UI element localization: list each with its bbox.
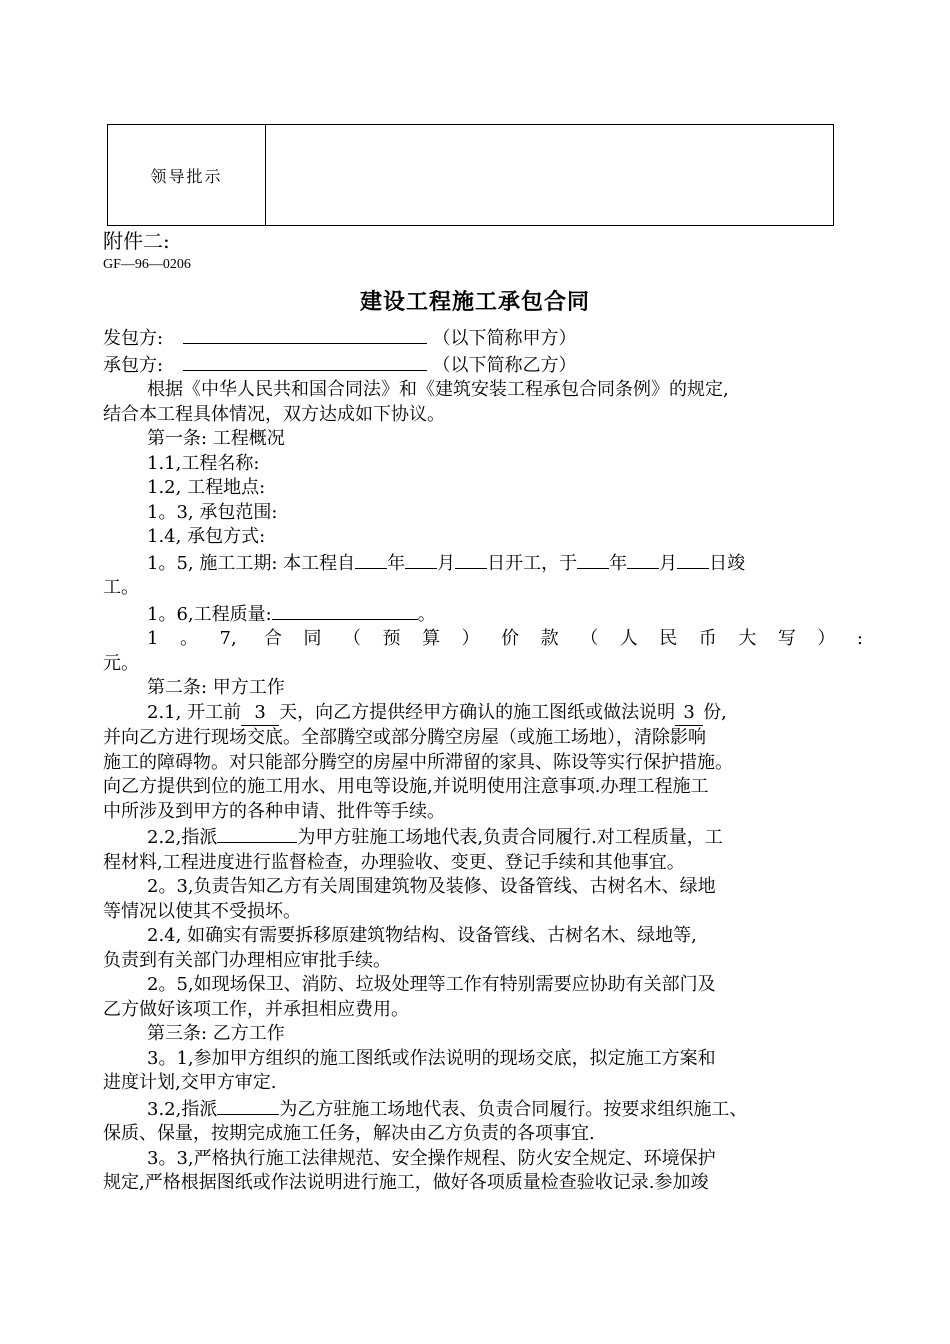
start-month-blank[interactable] — [405, 550, 437, 569]
clause-1-6-end: 。 — [417, 603, 436, 625]
clause-3-1: 3。1,参加甲方组织的施工图纸或作法说明的现场交底，拟定施工方案和 — [147, 1047, 716, 1069]
clause-1-5-text-g: 日竣 — [709, 552, 746, 574]
clause-1-5-text-e: 年 — [609, 552, 628, 574]
clause-1-2: 1.2, 工程地点: — [147, 477, 266, 498]
intro-line-2: 结合本工程具体情况，双方达成如下协议。 — [103, 403, 445, 425]
party-a-blank[interactable] — [183, 325, 427, 344]
clause-2-1-line-3: 施工的障碍物。对只能部分腾空的房屋中所滞留的家具、陈设等实行保护措施。 — [103, 751, 733, 773]
clause-1-5-text-f: 月 — [659, 552, 678, 574]
clause-2-4: 2.4, 如确实有需要拆移原建筑物结构、设备管线、古树名木、绿地等, — [147, 925, 697, 946]
end-year-blank[interactable] — [577, 550, 609, 569]
clause-2-2-text-b: 为甲方驻施工场地代表,负责合同履行.对工程质量，工 — [297, 827, 723, 848]
clause-3-3-line-2: 规定,严格根据图纸或作法说明进行施工，做好各项质量检查验收记录.参加竣 — [103, 1172, 709, 1193]
party-a-suffix: （以下简称甲方） — [432, 328, 577, 349]
attachment-label: 附件二: — [103, 229, 170, 253]
clause-2-1 — [103, 701, 863, 727]
clause-1-3: 1。3, 承包范围: — [147, 501, 278, 523]
party-b-rep-blank[interactable] — [217, 1096, 279, 1115]
clause-2-1-line-2: 并向乙方进行现场交底。全部腾空或部分腾空房屋（或施工场地），清除影响 — [103, 727, 706, 748]
page-title: 建设工程施工承包合同 — [359, 290, 590, 315]
clause-3-2 — [103, 1096, 863, 1123]
clause-3-2-line-2: 保质、保量，按期完成施工任务，解决由乙方负责的各项事宜. — [103, 1123, 595, 1144]
clause-1-4: 1.4, 承包方式: — [147, 526, 266, 547]
clause-2-4-line-2: 负责到有关部门办理相应审批手续。 — [103, 949, 391, 971]
party-b-blank[interactable] — [183, 352, 427, 371]
clause-2-3-line-2: 等情况以使其不受损坏。 — [103, 900, 301, 922]
clause-1-5 — [103, 550, 863, 577]
clause-2-1-text-c: 份, — [703, 701, 727, 723]
clause-1-5-text-d: 日开工，于 — [487, 552, 578, 574]
party-b-line — [103, 352, 863, 379]
document-code: GF—96—0206 — [103, 257, 191, 272]
clause-2-2-text-a: 2.2,指派 — [147, 827, 218, 848]
copies-value[interactable]: 3 — [675, 701, 703, 727]
clause-3-3: 3。3,严格执行施工法律规范、安全操作规程、防火安全规定、环境保护 — [147, 1147, 716, 1169]
clause-1-7-cont: 元。 — [103, 652, 139, 674]
start-year-blank[interactable] — [355, 550, 387, 569]
party-a-line — [103, 325, 863, 352]
contract-body — [103, 325, 863, 1196]
clause-3-1-line-2: 进度计划,交甲方审定. — [103, 1072, 277, 1093]
clause-2-1-text-a: 2.1, 开工前 — [147, 701, 242, 723]
clause-1-6-text: 1。6,工程质量: — [147, 603, 272, 625]
party-a-rep-blank[interactable] — [217, 824, 297, 843]
clause-1-5-text-c: 月 — [437, 552, 456, 574]
clause-2-5: 2。5,如现场保卫、消防、垃圾处理等工作有特别需要应协助有关部门及 — [147, 974, 716, 995]
clause-3-2-text-a: 3.2,指派 — [147, 1098, 218, 1120]
clause-3-2-text-b: 为乙方驻施工场地代表、负责合同履行。按要求组织施工、 — [279, 1098, 748, 1120]
article-1-heading: 第一条: 工程概况 — [147, 428, 285, 449]
quality-blank[interactable] — [272, 601, 418, 620]
start-day-blank[interactable] — [455, 550, 487, 569]
clause-1-5-text-a: 1。5, 施工工期: 本工程自 — [147, 552, 356, 574]
clause-2-2 — [103, 824, 863, 851]
days-value[interactable]: 3 — [241, 701, 279, 727]
article-3-heading: 第三条: 乙方工作 — [147, 1023, 285, 1044]
clause-2-5-line-2: 乙方做好该项工作，并承担相应费用。 — [103, 998, 409, 1020]
intro-line-1: 根据《中华人民共和国合同法》和《建筑安装工程承包合同条例》的规定, — [147, 379, 729, 400]
approval-value-cell[interactable] — [266, 125, 833, 225]
end-month-blank[interactable] — [627, 550, 659, 569]
clause-1-7: 1。7, 合同（预算）价款（人民币大写）: — [147, 628, 863, 649]
clause-2-1-text-b: 天，向乙方提供经甲方确认的施工图纸或做法说明 — [279, 701, 676, 723]
approval-table — [107, 124, 834, 226]
party-b-label: 承包方: — [103, 354, 164, 376]
clause-2-3: 2。3,负责告知乙方有关周围建筑物及装修、设备管线、古树名木、绿地 — [147, 876, 716, 897]
clause-1-1: 1.1,工程名称: — [147, 452, 260, 474]
party-a-label: 发包方: — [103, 328, 164, 349]
clause-1-6 — [103, 601, 863, 628]
clause-1-5-text-b: 年 — [387, 552, 406, 574]
clause-1-5-cont: 工。 — [103, 577, 139, 598]
article-2-heading: 第二条: 甲方工作 — [147, 677, 285, 698]
end-day-blank[interactable] — [677, 550, 709, 569]
party-b-suffix: （以下简称乙方） — [432, 354, 577, 376]
approval-label: 领导批示 — [108, 125, 266, 225]
clause-2-2-line-2: 程材料,工程进度进行监督检查，办理验收、变更、登记手续和其他事宜。 — [103, 851, 685, 873]
clause-2-1-line-4: 向乙方提供到位的施工用水、用电等设施,并说明使用注意事项.办理工程施工 — [103, 776, 709, 797]
clause-2-1-line-5: 中所涉及到甲方的各种申请、批件等手续。 — [103, 800, 445, 822]
